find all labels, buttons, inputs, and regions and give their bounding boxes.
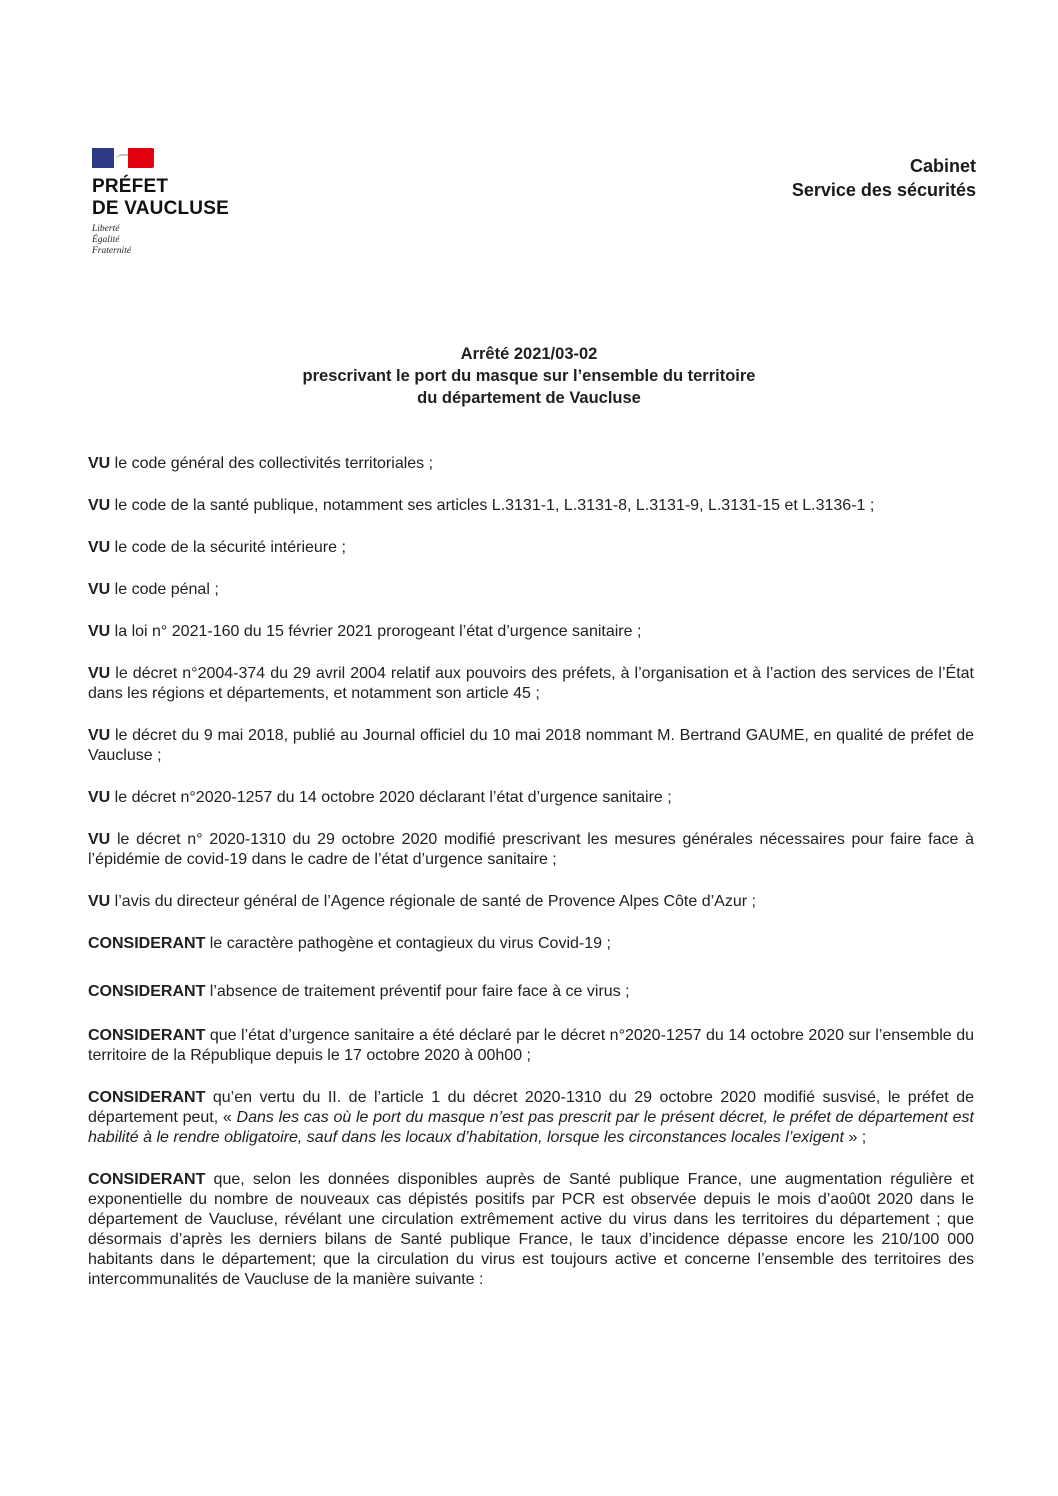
paragraph-keyword: VU xyxy=(88,727,111,744)
service-header xyxy=(792,154,976,202)
paragraph-keyword: VU xyxy=(88,497,111,514)
paragraph-text: le code de la sécurité intérieure ; xyxy=(110,539,346,556)
considerant-paragraph xyxy=(88,1088,974,1148)
considerant-paragraph xyxy=(88,982,974,1002)
paragraph-text: le code général des collectivités territoriales ; xyxy=(110,455,434,472)
vu-paragraph xyxy=(88,892,974,912)
paragraph-keyword: CONSIDERANT xyxy=(88,1171,206,1188)
paragraph-keyword: CONSIDERANT xyxy=(88,983,206,1000)
paragraph-text: le décret n°2004-374 du 29 avril 2004 relatif aux pouvoirs des préfets, à l’organisation et à l’action des services de l’État dans les régions et départements, et notamment son article 45 ; xyxy=(88,665,974,702)
paragraph-keyword: VU xyxy=(88,623,111,640)
considerant-paragraph xyxy=(88,934,974,954)
vu-paragraph xyxy=(88,664,974,704)
paragraph-keyword: VU xyxy=(88,581,111,598)
paragraph-keyword: VU xyxy=(88,455,111,472)
service-securites: Service des sécurités xyxy=(791,180,976,200)
decree-number: Arrêté 2021/03-02 xyxy=(460,345,598,363)
prefecture-logo xyxy=(92,148,272,257)
considerant-paragraph xyxy=(88,1026,974,1066)
motto-liberte: Liberté xyxy=(92,224,120,234)
motto-egalite: Égalité xyxy=(92,235,120,245)
paragraph-text: le caractère pathogène et contagieux du virus Covid-19 ; xyxy=(205,935,611,952)
decree-subject-line2: du département de Vaucluse xyxy=(417,389,641,407)
paragraph-text: le code de la santé publique, notamment ses articles L.3131-1, L.3131-8, L.3131-9, L.3131-15 et L.3136-1 ; xyxy=(110,497,875,514)
paragraph-text: le code pénal ; xyxy=(110,581,219,598)
paragraph-keyword: VU xyxy=(88,789,111,806)
paragraph-text: qu’en vertu du II. de l’article 1 du décret 2020-1310 du 29 octobre 2020 modifié susvisé, le préfet de département peut, « xyxy=(88,1089,974,1126)
paragraph-text: l’absence de traitement préventif pour faire face à ce virus ; xyxy=(205,983,630,1000)
paragraph-text: le décret n°2020-1257 du 14 octobre 2020 déclarant l’état d’urgence sanitaire ; xyxy=(110,789,672,806)
decree-subject-line1: prescrivant le port du masque sur l’ensemble du territoire xyxy=(302,367,756,385)
vu-paragraph xyxy=(88,726,974,766)
paragraph-keyword: VU xyxy=(88,539,111,556)
logo-line-prefet: PRÉFET xyxy=(92,176,169,197)
paragraph-quote: Dans les cas où le port du masque n’est pas prescrit par le présent décret, le préfet de département est habilité à le rendre obligatoire, sauf dans les locaux d’habitation, lorsque les circonstances locales l’exigent xyxy=(88,1109,975,1146)
paragraph-text: la loi n° 2021-160 du 15 février 2021 prorogeant l’état d’urgence sanitaire ; xyxy=(110,623,642,640)
paragraph-keyword: VU xyxy=(88,665,111,682)
vu-paragraph xyxy=(88,538,974,558)
paragraph-tail: » ; xyxy=(844,1129,867,1146)
vu-paragraph xyxy=(88,830,974,870)
vu-paragraph xyxy=(88,496,974,516)
paragraph-keyword: CONSIDERANT xyxy=(88,1089,206,1106)
republic-motto xyxy=(92,224,272,257)
paragraph-keyword: CONSIDERANT xyxy=(88,935,206,952)
paragraph-text: le décret n° 2020-1310 du 29 octobre 2020 modifié prescrivant les mesures générales nécessaires pour faire face à l’épidémie de covid-19 dans le cadre de l’état d’urgence sanitaire ; xyxy=(88,831,974,868)
paragraph-text: le décret du 9 mai 2018, publié au Journal officiel du 10 mai 2018 nommant M. Bertrand GAUME, en qualité de préfet de Vaucluse ; xyxy=(88,727,974,764)
marianne-flag-icon xyxy=(92,148,154,168)
vu-paragraph xyxy=(88,454,974,474)
vu-paragraph xyxy=(88,622,974,642)
logo-line-department: DE VAUCLUSE xyxy=(92,198,229,219)
vu-paragraph xyxy=(88,788,974,808)
motto-fraternite: Fraternité xyxy=(92,246,132,256)
paragraph-keyword: VU xyxy=(88,893,111,910)
considerant-paragraph xyxy=(88,1170,974,1290)
vu-paragraph xyxy=(88,580,974,600)
paragraph-keyword: VU xyxy=(88,831,111,848)
paragraph-text: que, selon les données disponibles auprès de Santé publique France, une augmentation régulière et exponentielle du nombre de nouveaux cas dépistés positifs par PCR est observée depuis le mois d’aoû0t 2020 dans le département de Vaucluse, révélant une circulation extrêmement active du virus dans les territoires du département ; que désormais d’après les derniers bilans de Santé publique France, le taux d’incidence dépasse encore les 210/100 000 habitants dans le département; que la circulation du virus est toujours active et concerne l’ensemble des territoires des intercommunalités de Vaucluse de la manière suivante : xyxy=(88,1171,974,1288)
paragraph-keyword: CONSIDERANT xyxy=(88,1027,206,1044)
decree-body xyxy=(88,454,974,1290)
paragraph-text: l’avis du directeur général de l’Agence régionale de santé de Provence Alpes Côte d’Azur ; xyxy=(110,893,756,910)
decree-title xyxy=(0,343,1058,409)
paragraph-text: que l’état d’urgence sanitaire a été déclaré par le décret n°2020-1257 du 14 octobre 2020 sur l’ensemble du territoire de la République depuis le 17 octobre 2020 à 00h00 ; xyxy=(88,1027,974,1064)
service-cabinet: Cabinet xyxy=(909,156,976,176)
